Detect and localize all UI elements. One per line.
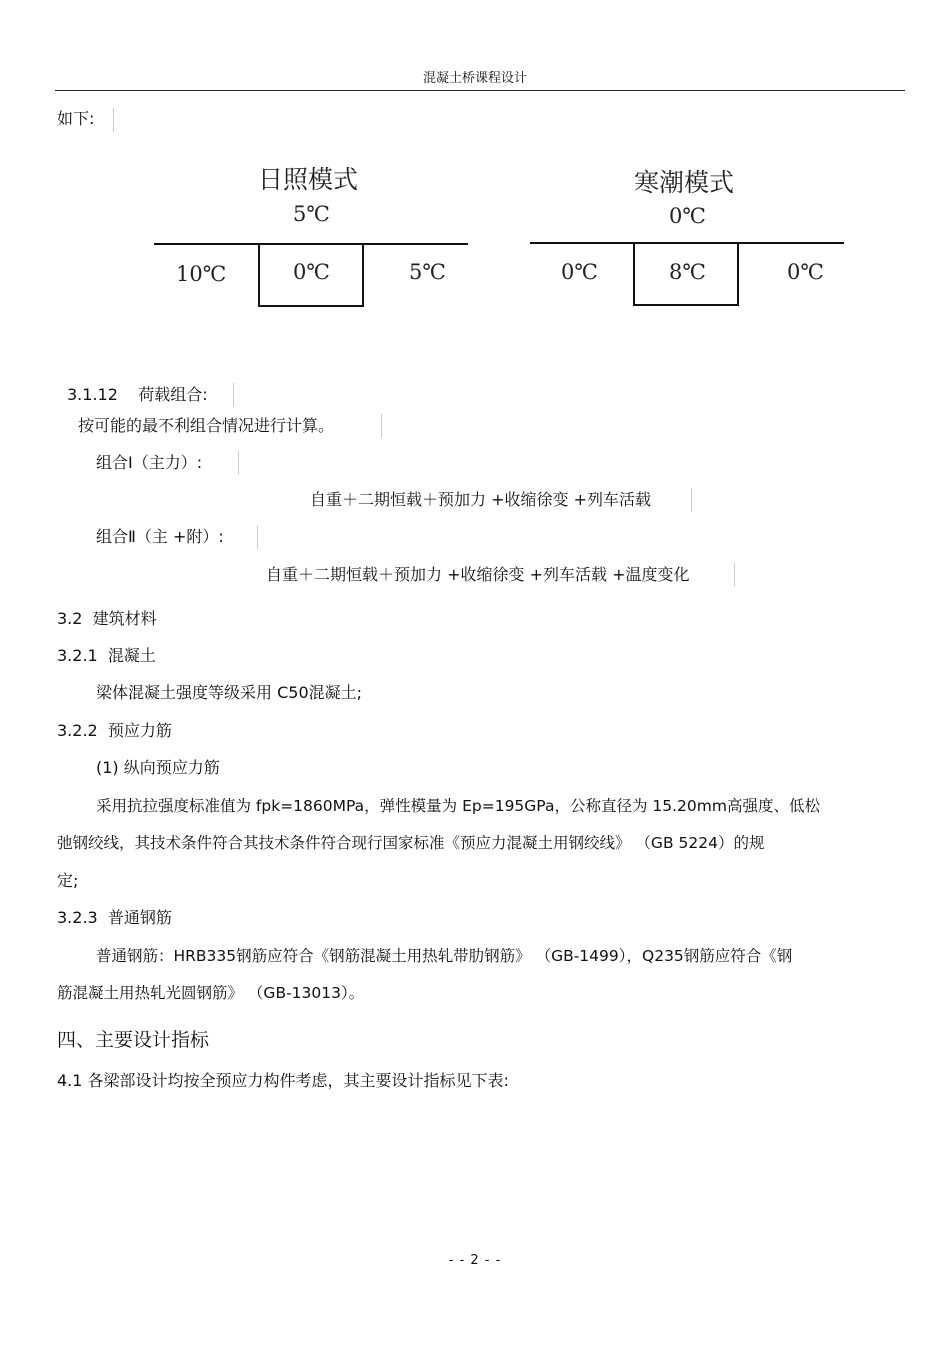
section-number: 3.2 bbox=[57, 609, 83, 628]
text-box-edge bbox=[734, 563, 735, 587]
combo2-formula: 自重＋二期恒载＋预加力 +收缩徐变 +列车活载 +温度变化 bbox=[266, 565, 690, 584]
diagram-sunshine-top-temp: 5℃ bbox=[293, 202, 330, 226]
text-box-edge bbox=[233, 383, 234, 407]
section-3-2-1-text: 梁体混凝土强度等级采用 C50混凝土; bbox=[96, 683, 363, 702]
diagram-sunshine-left-temp: 10℃ bbox=[176, 262, 227, 286]
text-box-edge bbox=[691, 488, 692, 512]
text-box-edge bbox=[113, 108, 114, 132]
calc-note: 按可能的最不利组合情况进行计算。 bbox=[78, 416, 335, 435]
diagram-sunshine-center-temp: 0℃ bbox=[293, 260, 330, 284]
section-3-2-3-para-line2: 筋混凝土用热轧光圆钢筋》 （GB-13013）。 bbox=[57, 984, 365, 1002]
section-title: 建筑材料 bbox=[92, 609, 157, 628]
diagram-sunshine-label: 日照模式 bbox=[258, 165, 359, 194]
section-3-2-2-para-line1: 采用抗拉强度标准值为 fpk=1860MPa，弹性模量为 Ep=195GPa，公称直径为 15.20mm高强度、低松 bbox=[96, 797, 820, 815]
header-rule bbox=[55, 90, 905, 91]
combo2-label: 组合Ⅱ（主 +附）: bbox=[96, 527, 224, 546]
combo1-label: 组合Ⅰ（主力）: bbox=[96, 453, 203, 472]
page-number: - - 2 - - bbox=[448, 1253, 502, 1268]
section-3-2-heading bbox=[57, 609, 157, 629]
text-box-edge bbox=[257, 525, 258, 549]
section-3-1-12-heading bbox=[67, 385, 208, 405]
section-3-2-2-para-line2: 弛钢绞线，其技术条件符合其技术条件符合现行国家标准《预应力混凝土用钢绞线》 （GB 5224）的规 bbox=[57, 834, 765, 852]
text-box-edge bbox=[381, 414, 382, 438]
diagram-coldwave-left-temp: 0℃ bbox=[561, 260, 598, 284]
diagram-sunshine-right-temp: 5℃ bbox=[409, 260, 446, 284]
section-title: 普通钢筋 bbox=[107, 908, 172, 927]
section-3-2-2-heading bbox=[57, 721, 172, 741]
diagram-coldwave-right-temp: 0℃ bbox=[787, 260, 824, 284]
diagram-coldwave-label: 寒潮模式 bbox=[634, 168, 735, 197]
header-title: 混凝土桥课程设计 bbox=[422, 71, 527, 86]
section-title: 荷载组合: bbox=[138, 385, 208, 404]
section-3-2-3-heading bbox=[57, 908, 172, 928]
section-title: 混凝土 bbox=[107, 646, 156, 665]
diagram-coldwave-center-temp: 8℃ bbox=[669, 260, 706, 284]
section-number: 3.2.3 bbox=[57, 908, 98, 927]
section-3-2-3-para-line1: 普通钢筋：HRB335钢筋应符合《钢筋混凝土用热轧带肋钢筋》 （GB-1499），Q235钢筋应符合《钢 bbox=[96, 947, 793, 965]
intro-text: 如下: bbox=[57, 109, 95, 128]
section-number: 3.2.1 bbox=[57, 646, 98, 665]
section-title: 预应力筋 bbox=[107, 721, 172, 740]
section-3-2-2-subheading: (1) 纵向预应力筋 bbox=[96, 758, 220, 777]
section-3-2-1-heading bbox=[57, 646, 156, 666]
combo1-formula: 自重＋二期恒载＋预加力 +收缩徐变 +列车活载 bbox=[310, 490, 651, 509]
section-number: 3.1.12 bbox=[67, 385, 118, 404]
section-4-1-text: 4.1 各梁部设计均按全预应力构件考虑，其主要设计指标见下表: bbox=[57, 1071, 509, 1090]
section-number: 3.2.2 bbox=[57, 721, 98, 740]
text-box-edge bbox=[238, 451, 239, 475]
diagram-coldwave-top-temp: 0℃ bbox=[669, 204, 706, 228]
section-3-2-2-para-line3: 定; bbox=[57, 871, 79, 890]
chapter-4-heading: 四、主要设计指标 bbox=[57, 1029, 210, 1051]
